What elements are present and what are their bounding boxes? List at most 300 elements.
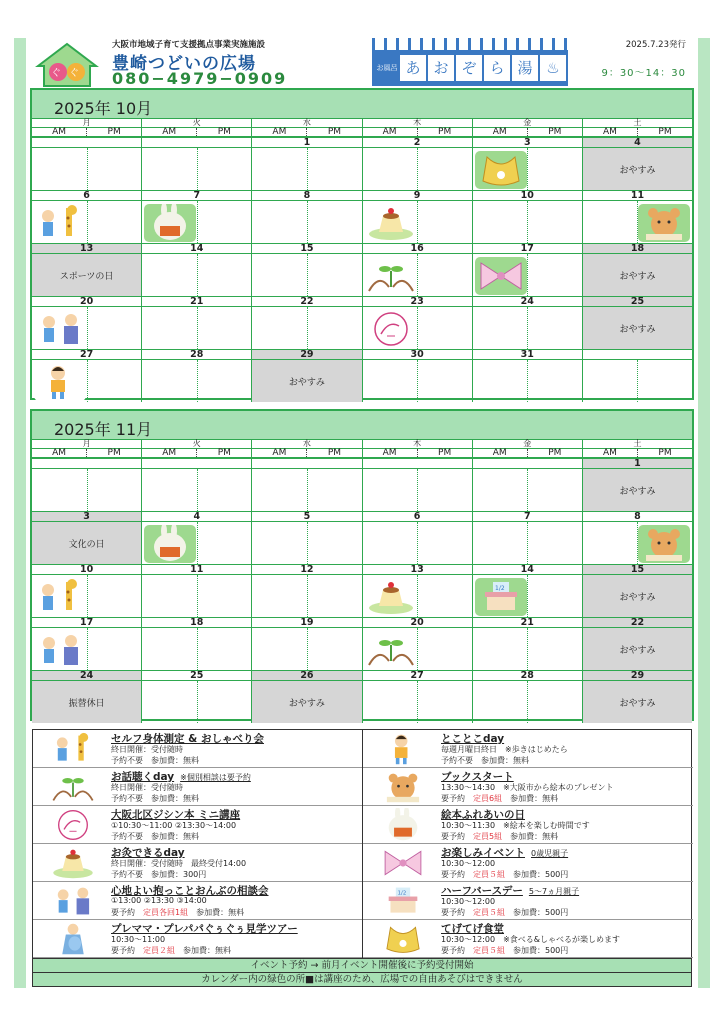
pm-label: PM (548, 448, 562, 458)
day-note: 振替休日 (68, 698, 105, 709)
issue-date: 2025.7.23発行 (625, 40, 686, 50)
calendar-day-cell[interactable] (32, 350, 141, 402)
capacity-text: 定員５組 (473, 946, 505, 955)
capacity-text: 定員５組 (473, 908, 505, 917)
calendar-day-cell[interactable] (582, 138, 692, 190)
calendar-day-cell[interactable] (582, 459, 692, 511)
day-number: 21 (473, 618, 582, 628)
event-title: ハーフバースデー (441, 885, 523, 897)
calendar-day-cell[interactable] (362, 565, 472, 617)
calendar-day-cell[interactable] (582, 671, 692, 723)
event-title: 大阪北区ジシン本 ミニ講座 (111, 809, 241, 821)
calendar-day-cell[interactable] (32, 138, 141, 190)
day-number: 24 (473, 297, 582, 307)
am-label: AM (32, 128, 87, 136)
calendar-day-cell[interactable] (251, 297, 361, 349)
calendar-day-cell[interactable] (582, 512, 692, 564)
pudding-icon (365, 578, 417, 616)
fee-text: 参加費：無料 (502, 832, 559, 841)
legend-item (363, 806, 693, 844)
calendar-day-cell[interactable] (251, 671, 361, 723)
weekday-label: 金 (472, 119, 582, 127)
day-number: 22 (583, 618, 692, 628)
day-number (363, 459, 472, 469)
day-number: 22 (252, 297, 361, 307)
calendar-day-cell[interactable] (141, 138, 251, 190)
day-note: おやすみ (619, 165, 656, 176)
day-number: 16 (363, 244, 472, 254)
calendar-day-cell[interactable] (32, 297, 141, 349)
day-number: 1 (583, 459, 692, 469)
calendar-week-row (32, 511, 692, 564)
legend-item (363, 920, 693, 958)
pm-label: PM (658, 448, 672, 458)
am-label: AM (142, 449, 197, 457)
event-detail: 10:30〜11:00 (111, 935, 166, 944)
day-number (252, 459, 361, 469)
event-detail: 毎週月曜日終日 ※歩きはじめたら (441, 745, 568, 754)
bib-icon (369, 922, 437, 956)
weekday-label: 水 (251, 119, 361, 127)
calendar-october (30, 88, 694, 400)
event-detail: 10:30〜12:00 (441, 897, 496, 906)
day-number: 6 (363, 512, 472, 522)
calendar-day-cell[interactable] (251, 618, 361, 670)
ribbon-icon (475, 257, 527, 295)
capacity-text: 定員5組 (473, 832, 503, 841)
weekday-label: 金 (472, 440, 582, 448)
calendar-week-row (32, 243, 692, 296)
day-number: 21 (142, 297, 251, 307)
calendar-week-row (32, 190, 692, 243)
calendar-day-cell[interactable] (32, 244, 141, 296)
event-title: プレママ・プレパパぐぅぐぅ見学ツアー (111, 923, 298, 935)
svg-text:ぐ: ぐ (69, 68, 79, 79)
calendar-day-cell[interactable] (251, 244, 361, 296)
day-number: 18 (583, 244, 692, 254)
event-subtitle: ※個別相談は要予約 (180, 773, 251, 782)
legend-item (363, 844, 693, 882)
banner-char: ぞ (456, 55, 482, 81)
weekday-header-row (32, 118, 692, 127)
event-fee: 予約不要 参加費：無料 (111, 832, 199, 841)
aozorayu-banner (372, 38, 568, 86)
am-label: AM (363, 449, 418, 457)
day-number: 9 (363, 191, 472, 201)
legend-right-column (363, 730, 693, 958)
calendar-day-cell[interactable] (472, 191, 582, 243)
calendar-week-row (32, 296, 692, 349)
day-number: 15 (252, 244, 361, 254)
day-number: 10 (473, 191, 582, 201)
legend-left-column (33, 730, 363, 958)
day-number: 28 (142, 350, 251, 360)
day-number: 7 (142, 191, 251, 201)
day-number: 29 (252, 350, 361, 360)
day-number: 13 (32, 244, 141, 254)
day-number: 3 (32, 512, 141, 522)
stork-icon (365, 310, 417, 348)
day-number: 25 (142, 671, 251, 681)
bear-icon (638, 525, 690, 563)
house-logo-icon (34, 40, 100, 88)
day-number: 24 (32, 671, 141, 681)
day-number: 14 (142, 244, 251, 254)
day-number (32, 459, 141, 469)
calendar-day-cell[interactable] (582, 618, 692, 670)
calendar-day-cell[interactable] (32, 671, 141, 723)
calendar-day-cell[interactable] (141, 565, 251, 617)
calendar-week-row (32, 564, 692, 617)
day-note: おやすみ (288, 698, 325, 709)
calendar-day-cell[interactable] (472, 671, 582, 723)
giraffe-icon (34, 204, 86, 242)
day-number: 2 (363, 138, 472, 148)
calendar-day-cell[interactable] (362, 671, 472, 723)
event-title: 心地よい抱っことおんぶの相談会 (111, 885, 269, 897)
reservation-text: 要予約 (441, 870, 473, 879)
calendar-day-cell[interactable] (362, 244, 472, 296)
capacity-text: 定員５組 (473, 870, 505, 879)
calendar-day-cell[interactable] (472, 512, 582, 564)
calendar-day-cell[interactable] (251, 138, 361, 190)
am-label: AM (252, 449, 307, 457)
calendar-day-cell[interactable] (582, 244, 692, 296)
day-number: 27 (363, 671, 472, 681)
calendar-day-cell[interactable] (362, 350, 472, 402)
reservation-text: 要予約 (111, 908, 143, 917)
reservation-text: 要予約 (441, 908, 473, 917)
calendar-day-cell[interactable] (141, 191, 251, 243)
capacity-text: 定員各回1組 (143, 908, 189, 917)
kid-icon (34, 363, 86, 401)
event-fee (111, 907, 244, 918)
calendar-day-cell[interactable] (472, 459, 582, 511)
event-fee: 予約不要 参加費：300円 (111, 870, 207, 879)
calendar-day-cell[interactable] (472, 350, 582, 402)
event-title: とことこday (441, 733, 505, 745)
am-label: AM (142, 128, 197, 136)
am-label: AM (473, 128, 528, 136)
day-number: 15 (583, 565, 692, 575)
calendar-day-cell[interactable] (32, 618, 141, 670)
calendar-day-cell[interactable] (251, 191, 361, 243)
calendar-day-cell[interactable] (362, 618, 472, 670)
legend-item (33, 768, 362, 806)
calendar-day-cell[interactable] (472, 138, 582, 190)
pm-label: PM (327, 127, 342, 137)
banner-char: 湯 (512, 55, 538, 81)
day-number: 8 (583, 512, 692, 522)
day-note: おやすみ (619, 592, 656, 603)
pudding-icon (365, 204, 417, 242)
day-number (142, 459, 251, 469)
calendar-day-cell[interactable] (251, 512, 361, 564)
am-label: AM (583, 128, 638, 136)
cake-icon (369, 884, 437, 918)
svg-text:1/2: 1/2 (397, 890, 407, 897)
organization-name: 大阪市地域子育て支援拠点事業実施施設 (112, 40, 266, 50)
banner-char: ら (484, 55, 510, 81)
calendar-day-cell[interactable] (141, 244, 251, 296)
event-fee: 予約不要 参加費：無料 (111, 794, 199, 803)
banner-small-text: お風呂 (376, 64, 398, 72)
day-number: 10 (32, 565, 141, 575)
page-title: 豊崎つどいの広場 (112, 54, 256, 74)
calendar-day-cell[interactable] (472, 618, 582, 670)
hug-icon (34, 310, 86, 348)
calendar-day-cell[interactable] (582, 350, 692, 402)
calendar-day-cell[interactable] (141, 297, 251, 349)
mom-icon (39, 922, 107, 956)
calendar-day-cell[interactable] (472, 244, 582, 296)
event-fee: 予約不要 参加費：無料 (111, 756, 199, 765)
day-number: 13 (363, 565, 472, 575)
phone-number: 080−4979−0909 (112, 69, 288, 88)
event-detail: 10:30〜11:30 ※絵本を楽しむ時間です (441, 821, 590, 830)
event-fee (441, 907, 568, 918)
hot-spring-icon: ♨ (540, 55, 566, 81)
reservation-text: 要予約 (441, 946, 473, 955)
calendar-day-cell[interactable] (362, 191, 472, 243)
day-number (583, 350, 692, 360)
sprout-icon (39, 770, 107, 804)
calendar-day-cell[interactable] (362, 459, 472, 511)
opening-hours: 9：30〜14：30 (601, 68, 686, 79)
event-title: お話聴くday (111, 771, 175, 783)
event-title: お楽しみイベント (441, 847, 525, 859)
banner-char: あ (400, 55, 426, 81)
calendar-day-cell[interactable] (582, 565, 692, 617)
reservation-note: イベント予約 → 前月イベント開催後に予約受付開始 (33, 958, 691, 972)
green-cell-note: カレンダー内の緑色の所■は講座のため、広場での自由あそびはできません (33, 972, 691, 986)
calendar-day-cell[interactable] (582, 191, 692, 243)
calendar-day-cell[interactable] (32, 191, 141, 243)
weekday-label: 火 (141, 119, 251, 127)
event-fee (441, 831, 558, 842)
day-number: 11 (583, 191, 692, 201)
day-number: 23 (363, 297, 472, 307)
weekday-label: 土 (582, 440, 692, 448)
pm-label: PM (217, 127, 231, 137)
weekday-label: 木 (362, 119, 472, 127)
weekday-label: 木 (362, 440, 472, 448)
day-number: 18 (142, 618, 251, 628)
fee-text: 参加費：500円 (505, 870, 569, 879)
legend-item (363, 730, 693, 768)
bib-icon (475, 151, 527, 189)
ribbon-icon (369, 846, 437, 880)
right-sidebar-stripe (698, 38, 710, 988)
reservation-text: 要予約 (441, 794, 473, 803)
legend-item (33, 920, 362, 958)
pm-label: PM (438, 127, 452, 137)
event-title: セルフ身体測定 & おしゃべり会 (111, 733, 264, 745)
day-number: 20 (363, 618, 472, 628)
stork-icon (39, 808, 107, 842)
day-number: 14 (473, 565, 582, 575)
event-title: お灸できるday (111, 847, 185, 859)
day-number: 25 (583, 297, 692, 307)
capacity-text: 定員6組 (473, 794, 503, 803)
event-detail: ①13:00 ②13:30 ③14:00 (111, 896, 207, 905)
weekday-label: 月 (82, 439, 91, 448)
pm-label: PM (658, 127, 672, 137)
kid-icon (369, 732, 437, 766)
calendar-week-row (32, 617, 692, 670)
am-label: AM (32, 449, 87, 457)
day-number: 5 (252, 512, 361, 522)
day-note: 文化の日 (68, 539, 105, 550)
day-number: 3 (473, 138, 582, 148)
calendar-day-cell[interactable] (582, 297, 692, 349)
fee-text: 参加費：無料 (188, 908, 245, 917)
event-fee (441, 945, 568, 956)
cake-icon (475, 578, 527, 616)
event-fee (111, 945, 231, 956)
calendar-day-cell[interactable] (141, 671, 251, 723)
pm-label: PM (107, 448, 121, 458)
legend-item (33, 882, 362, 920)
day-number (32, 138, 141, 148)
event-detail: ①10:30〜11:00 ②13:30〜14:00 (111, 821, 237, 830)
pm-label: PM (327, 448, 342, 458)
capacity-text: 定員２組 (143, 946, 175, 955)
left-sidebar-stripe (14, 38, 26, 988)
event-subtitle: 0歳児親子 (531, 849, 569, 858)
day-note: おやすみ (619, 271, 656, 282)
giraffe-icon (34, 578, 86, 616)
bear-icon (369, 770, 437, 804)
calendar-week-row (32, 670, 692, 723)
hug-icon (34, 631, 86, 669)
calendar-day-cell[interactable] (141, 459, 251, 511)
day-number: 29 (583, 671, 692, 681)
calendar-day-cell[interactable] (251, 350, 361, 402)
giraffe-icon (39, 732, 107, 766)
rabbit-icon (369, 808, 437, 842)
day-note: おやすみ (619, 645, 656, 656)
weekday-label: 月 (82, 118, 91, 127)
legend-item (33, 730, 362, 768)
calendar-day-cell[interactable] (32, 565, 141, 617)
calendar-day-cell[interactable] (472, 565, 582, 617)
calendar-day-cell[interactable] (362, 138, 472, 190)
bear-icon (638, 204, 690, 242)
day-note: おやすみ (619, 698, 656, 709)
ampm-header-row (32, 127, 692, 137)
calendar-day-cell[interactable] (141, 618, 251, 670)
day-number: 11 (142, 565, 251, 575)
am-label: AM (363, 128, 418, 136)
calendar-day-cell[interactable] (362, 512, 472, 564)
fee-text: 参加費：500円 (505, 946, 569, 955)
pm-label: PM (438, 448, 452, 458)
rabbit-icon (144, 204, 196, 242)
event-legend (32, 729, 692, 987)
event-detail: 終日開催：受付随時 最終受付14:00 (111, 859, 247, 868)
page-header (30, 36, 694, 88)
day-number: 28 (473, 671, 582, 681)
event-detail: 終日開催：受付随時 (111, 783, 183, 792)
reservation-text: 要予約 (111, 946, 143, 955)
ampm-header-row (32, 448, 692, 458)
calendar-day-cell[interactable] (32, 512, 141, 564)
calendar-day-cell[interactable] (141, 512, 251, 564)
day-number: 30 (363, 350, 472, 360)
event-title: 絵本ふれあいの日 (441, 809, 525, 821)
day-note: おやすみ (619, 486, 656, 497)
day-number: 31 (473, 350, 582, 360)
sprout-icon (365, 631, 417, 669)
day-number: 12 (252, 565, 361, 575)
day-note: スポーツの日 (59, 271, 114, 282)
day-number (142, 138, 251, 148)
day-number: 17 (473, 244, 582, 254)
calendar-week-row (32, 137, 692, 190)
reservation-text: 要予約 (441, 832, 473, 841)
day-note: おやすみ (619, 324, 656, 335)
event-detail: 終日開催：受付随時 (111, 745, 183, 754)
day-number: 1 (252, 138, 361, 148)
pm-label: PM (548, 127, 562, 137)
event-detail: 13:30〜14:30 ※大阪市から絵本のプレゼント (441, 783, 614, 792)
pm-label: PM (217, 448, 231, 458)
am-label: AM (583, 449, 638, 457)
legend-item (33, 806, 362, 844)
day-number (473, 459, 582, 469)
event-fee: 予約不要 参加費：無料 (441, 756, 529, 765)
event-detail: 10:30〜12:00 (441, 859, 496, 868)
event-subtitle: 5〜7ヵ月親子 (528, 887, 580, 896)
calendar-week-row (32, 349, 692, 402)
day-number: 4 (583, 138, 692, 148)
month-title: 2025年 10月 (32, 90, 692, 118)
sprout-icon (365, 257, 417, 295)
day-number: 27 (32, 350, 141, 360)
event-fee (441, 793, 558, 804)
am-label: AM (473, 449, 528, 457)
calendar-day-cell[interactable] (251, 459, 361, 511)
calendar-day-cell[interactable] (362, 297, 472, 349)
fee-text: 参加費：無料 (502, 794, 559, 803)
banner-char: お (428, 55, 454, 81)
calendar-day-cell[interactable] (141, 350, 251, 402)
calendar-day-cell[interactable] (251, 565, 361, 617)
weekday-header-row (32, 439, 692, 448)
event-fee (441, 869, 568, 880)
weekday-label: 水 (251, 440, 361, 448)
event-title: てげてげ食堂 (441, 923, 504, 935)
day-number: 17 (32, 618, 141, 628)
day-number: 8 (252, 191, 361, 201)
day-number: 4 (142, 512, 251, 522)
day-number: 20 (32, 297, 141, 307)
svg-text:1/2: 1/2 (494, 585, 505, 592)
calendar-day-cell[interactable] (32, 459, 141, 511)
calendar-week-row (32, 458, 692, 511)
day-number: 7 (473, 512, 582, 522)
calendar-day-cell[interactable] (472, 297, 582, 349)
calendar-november (30, 409, 694, 721)
day-number: 6 (32, 191, 141, 201)
month-title: 2025年 11月 (32, 411, 692, 439)
legend-item (363, 882, 693, 920)
event-title: ブックスタート (441, 771, 514, 783)
day-number: 26 (252, 671, 361, 681)
pm-label: PM (107, 127, 121, 137)
legend-item (363, 768, 693, 806)
